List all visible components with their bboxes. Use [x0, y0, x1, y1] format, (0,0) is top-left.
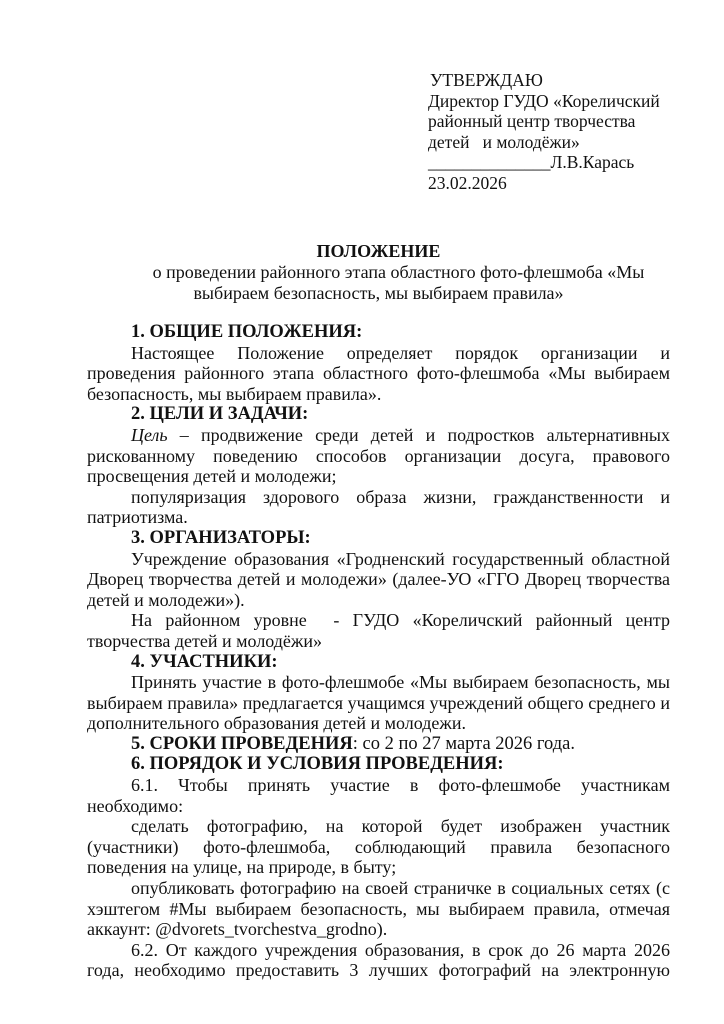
approval-organization-cont: детей и молодёжи» — [428, 131, 580, 152]
section-6-paragraph-3: опубликовать фотографию на своей страничке в социальных сетях (с хэштегом #Мы выбираем безопасность, мы выбираем правила, отмечая аккаунт: @dvorets_tvorchestva_grodno). — [87, 878, 670, 940]
approval-date: 23.02.2026 — [428, 172, 507, 193]
document-body — [87, 322, 675, 981]
document-subtitle-line2: выбираем безопасность, мы выбираем правила» — [193, 283, 564, 303]
section-4-heading: 4. УЧАСТНИКИ: — [131, 651, 278, 672]
approval-signature — [428, 152, 688, 173]
section-5-line — [87, 734, 670, 755]
section-2-paragraph-2: популяризация здорового образа жизни, гражданственности и патриотизма. — [87, 486, 670, 528]
approval-heading: УТВЕРЖДАЮ — [430, 70, 543, 90]
section-5-text: : со 2 по 27 марта 2026 года. — [352, 733, 576, 754]
section-2-heading: 2. ЦЕЛИ И ЗАДАЧИ: — [131, 404, 309, 425]
goal-label: Цель — [131, 424, 168, 445]
signature-line: ______________ — [428, 152, 551, 172]
section-6-paragraph-1: 6.1. Чтобы принять участие в фото-флешмобе участникам необходимо: — [87, 775, 670, 816]
section-3-heading: 3. ОРГАНИЗАТОРЫ: — [131, 527, 311, 548]
section-3-paragraph-2: На районном уровне - ГУДО «Кореличский районный центр творчества детей и молодёжи» — [87, 610, 675, 651]
section-5-heading: 5. СРОКИ ПРОВЕДЕНИЯ — [131, 733, 353, 754]
document-subtitle-line1: о проведении районного этапа областного фото-флешмоба «Мы — [152, 262, 645, 282]
signature-name: Л.В.Карась — [550, 152, 635, 172]
goal-text: – продвижение среди детей и подростков альтернативных рискованному поведению способов организации досуга, правового просвещения детей и молодежи; — [87, 424, 670, 487]
document-title: ПОЛОЖЕНИЕ — [316, 241, 441, 261]
approval-block — [428, 70, 688, 193]
section-6-paragraph-4: 6.2. От каждого учреждения образования, в срок до 26 марта 2026 года, необходимо предоставить 3 лучших фотографий на электронную — [87, 939, 670, 981]
section-4-paragraph: Принять участие в фото-флешмобе «Мы выбираем безопасность, мы выбираем правила» предлагается учащимся учреждений общего среднего и дополнительного образования детей и молодежи. — [87, 672, 670, 734]
approval-position: Директор ГУДО «Кореличский — [428, 90, 660, 111]
section-1-heading: 1. ОБЩИЕ ПОЛОЖЕНИЯ: — [131, 322, 363, 342]
section-2-goal-paragraph — [87, 425, 670, 487]
approval-organization: районный центр творчества — [428, 111, 636, 131]
section-1-paragraph: Настоящее Положение определяет порядок организации и проведения районного этапа областного фото-флешмоба «Мы выбираем безопасность, мы выбираем правила». — [87, 342, 670, 404]
section-6-paragraph-2: сделать фотографию, на которой будет изображен участник (участники) фото-флешмоба, соблюдающий правила безопасного поведения на улице, на природе, в быту; — [87, 816, 670, 878]
document-title-block — [87, 241, 670, 304]
section-6-heading: 6. ПОРЯДОК И УСЛОВИЯ ПРОВЕДЕНИЯ: — [131, 754, 504, 775]
section-3-paragraph-1: Учреждение образования «Гродненский государственный областной Дворец творчества детей и молодежи» (далее-УО «ГГО Дворец творчества детей и молодежи»). — [87, 548, 670, 610]
